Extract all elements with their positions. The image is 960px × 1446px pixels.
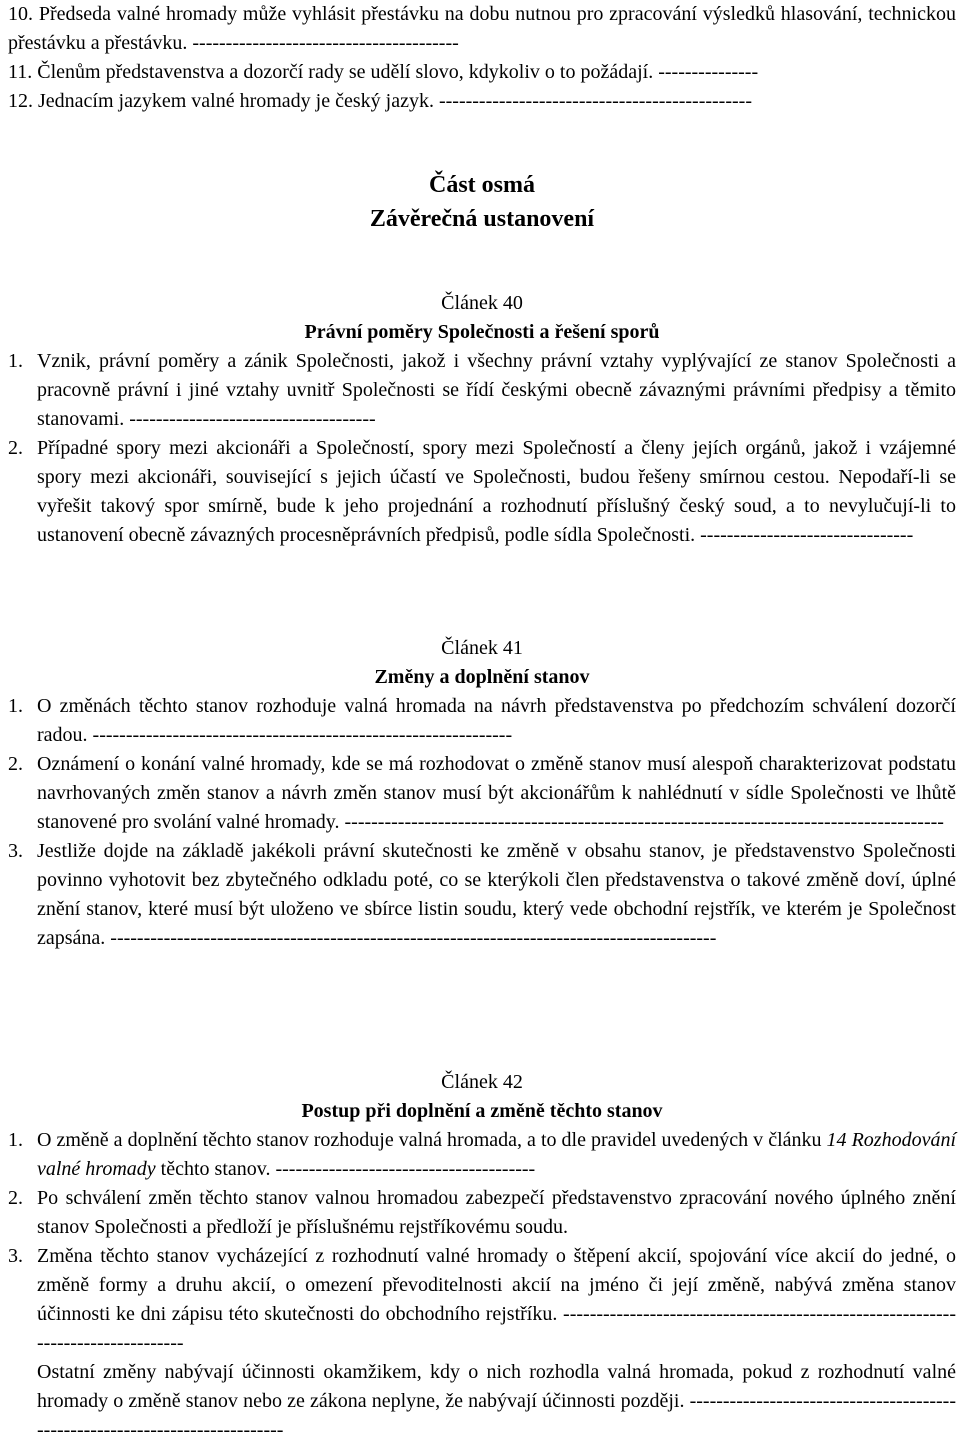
article-42-item-3-text: Změna těchto stanov vycházející z rozhodnutí valné hromady o štěpení akcií, spojování více akcií do jedné, o změně formy a druhu akcií, o omezení převoditelnosti akcií na jméno či její změně, nabývá změna stanov účinnosti ke dni zápisu této skutečnosti do obchodního rejstříku. --------------------------------------------------------------------------------- — [37, 1245, 956, 1354]
intro-item-11 — [8, 58, 956, 87]
part-subtitle: Závěrečná ustanovení — [369, 206, 595, 232]
article-42-item-2 — [8, 1184, 956, 1242]
article-41-item-3-text: Jestliže dojde na základě jakékoli právní skutečnosti ke změně v obsahu stanov, je představenstvo Společnosti povinno vyhotovit bez zbytečného odkladu poté, co se kterýkoli člen představenstva o takové změně doví, úplné znění stanov, které musí být uloženo ve sbírce listin soudu, který vede obchodní rejstřík, ve kterém je Společnost zapsána. ------------------------------------------------------------------------------------------- — [37, 840, 956, 949]
article-42-item-1-text-pre: O změně a doplnění těchto stanov rozhoduje valná hromada, a to dle pravidel uvedených v článku — [37, 1129, 827, 1151]
article-40 — [8, 289, 956, 550]
article-42-item-2-num: 2. — [8, 1187, 23, 1209]
article-42-closing: Ostatní změny nabývají účinnosti okamžikem, kdy o nich rozhodla valná hromada, pokud z rozhodnutí valné hromady o změně stanov nebo ze zákona neplyne, že nabývají účinnosti později. ----------------------------------------------------------------------------- — [37, 1361, 956, 1441]
intro-item-10 — [8, 0, 956, 58]
intro-section — [8, 0, 956, 116]
intro-item-11-text: 11. Členům představenstva a dozorčí rady se udělí slovo, kdykoliv o to požádají. --------------- — [8, 61, 759, 83]
article-42-number: Článek 42 — [441, 1071, 523, 1093]
part-title: Část osmá — [429, 172, 535, 198]
article-42 — [8, 1068, 956, 1445]
article-42-item-1-num: 1. — [8, 1129, 23, 1151]
article-40-item-2-num: 2. — [8, 437, 23, 459]
article-42-item-2-text: Po schválení změn těchto stanov valnou hromadou zabezpečí představenstvo zpracování nového úplného znění stanov Společnosti a předloží je příslušnému rejstříkovému soudu. — [37, 1187, 956, 1238]
article-41-item-3 — [8, 837, 956, 953]
intro-item-12 — [8, 87, 956, 116]
article-41-item-3-num: 3. — [8, 840, 23, 862]
intro-item-12-text: 12. Jednacím jazykem valné hromady je český jazyk. ----------------------------------------------- — [8, 90, 752, 112]
article-41-item-1 — [8, 692, 956, 750]
article-41-item-1-text: O změnách těchto stanov rozhoduje valná hromada na návrh představenstva po předchozím schválení dozorčí radou. --------------------------------------------------------------- — [37, 695, 956, 746]
article-42-item-1 — [8, 1126, 956, 1184]
article-41-title: Změny a doplnění stanov — [374, 666, 590, 688]
article-41 — [8, 634, 956, 953]
article-42-item-1-reference: 14 Rozhodování valné hromady — [37, 1129, 957, 1180]
article-41-number: Článek 41 — [441, 637, 523, 659]
intro-item-10-text: 10. Předseda valné hromady může vyhlásit přestávku na dobu nutnou pro zpracování výsledků hlasování, technickou přestávku a přestávku. ---------------------------------------- — [8, 3, 956, 54]
article-41-item-2 — [8, 750, 956, 837]
article-41-item-1-num: 1. — [8, 695, 23, 717]
article-41-item-2-num: 2. — [8, 753, 23, 775]
article-40-item-1-num: 1. — [8, 350, 23, 372]
article-42-title: Postup při doplnění a změně těchto stanov — [301, 1100, 663, 1122]
article-40-title: Právní poměry Společnosti a řešení sporů — [304, 321, 660, 343]
article-40-item-2-text: Případné spory mezi akcionáři a Společností, spory mezi Společností a členy jejích orgánů, jakož i vzájemné spory mezi akcionáři, související s jejich účastí ve Společnosti, budou řešeny smírnou cestou. Nepodaří-li se vyřešit takový spor smírně, bude k jeho projednání a rozhodnutí příslušný český soud, a to nevylučují-li to ustanovení obecně závazných procesněprávních předpisů, podle sídla Společnosti. -------------------------------- — [37, 437, 956, 546]
article-42-item-1-text-post: těchto stanov. --------------------------------------- — [155, 1158, 536, 1180]
article-40-number: Článek 40 — [441, 292, 523, 314]
article-40-item-1 — [8, 347, 956, 434]
article-42-item-3-num: 3. — [8, 1245, 23, 1267]
article-40-item-1-text: Vznik, právní poměry a zánik Společnosti, jakož i všechny právní vztahy vyplývající ze stanov Společnosti a pracovně právní i jiné vztahy uvnitř Společnosti se řídí českými obecně závaznými právními předpisy a těmito stanovami. ------------------------------------- — [37, 350, 956, 430]
article-41-item-2-text: Oznámení o konání valné hromady, kde se má rozhodovat o změně stanov musí alespoň charakterizovat podstatu navrhovaných změn stanov a návrh změn stanov musí být akcionářům k nahlédnutí v sídle Společnosti ve lhůtě stanovené pro svolání valné hromady. ------------------------------------------------------------------------------------------ — [37, 753, 956, 833]
article-42-item-3 — [8, 1242, 956, 1358]
article-40-item-2 — [8, 434, 956, 550]
part-heading — [8, 168, 956, 236]
